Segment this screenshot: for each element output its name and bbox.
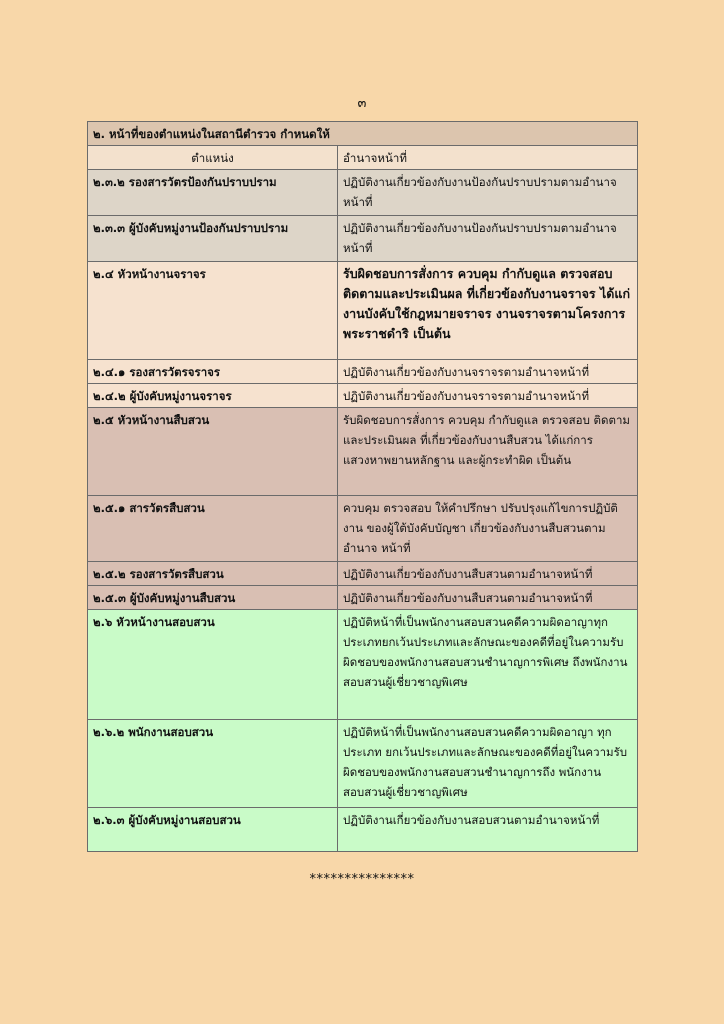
position-cell: ๒.๔.๑ รองสารวัตรจราจร	[88, 360, 338, 384]
table-row	[88, 808, 638, 852]
table-row	[88, 262, 638, 360]
table-row	[88, 586, 638, 610]
position-cell: ๒.๔.๒ ผู้บังคับหมู่งานจราจร	[88, 384, 338, 408]
position-cell: ๒.๓.๒ รองสารวัตรป้องกันปราบปราม	[88, 170, 338, 216]
duty-cell: รับผิดชอบการสั่งการ ควบคุม กำกับดูแล ตรวจสอบ ติดตามและประเมินผล ที่เกี่ยวข้องกับงานจราจร ได้แก่งานบังคับใช้กฎหมายจราจร งานจราจรตามโครงการพระราชดำริ เป็นต้น	[338, 262, 638, 360]
table-row	[88, 562, 638, 586]
duty-cell: รับผิดชอบการสั่งการ ควบคุม กำกับดูแล ตรวจสอบ ติดตามและประเมินผล ที่เกี่ยวข้องกับงานสืบสวน ได้แก่การ แสวงหาพยานหลักฐาน และผู้กระทำผิด เป็นต้น	[338, 408, 638, 496]
table-row	[88, 216, 638, 262]
page-number: ๓	[357, 96, 367, 111]
position-cell: ๒.๔ หัวหน้างานจราจร	[88, 262, 338, 360]
duty-cell: ปฏิบัติงานเกี่ยวข้องกับงานสอบสวนตามอำนาจหน้าที่	[338, 808, 638, 852]
duty-cell: ปฏิบัติงานเกี่ยวข้องกับงานจราจรตามอำนาจหน้าที่	[338, 360, 638, 384]
table-title-row	[88, 122, 638, 146]
end-of-document-marker: ***************	[309, 872, 415, 887]
duty-cell: ปฏิบัติงานเกี่ยวข้องกับงานจราจรตามอำนาจหน้าที่	[338, 384, 638, 408]
position-cell: ๒.๕.๒ รองสารวัตรสืบสวน	[88, 562, 338, 586]
table-row	[88, 170, 638, 216]
duty-cell: ปฏิบัติงานเกี่ยวข้องกับงานป้องกันปราบปรามตามอำนาจหน้าที่	[338, 170, 638, 216]
position-cell: ๒.๕.๓ ผู้บังคับหมู่งานสืบสวน	[88, 586, 338, 610]
table-row	[88, 610, 638, 720]
table-row	[88, 496, 638, 562]
position-cell: ๒.๖.๒ พนักงานสอบสวน	[88, 720, 338, 808]
duty-cell: ควบคุม ตรวจสอบ ให้คำปรึกษา ปรับปรุงแก้ไขการปฏิบัติงาน ของผู้ใต้บังคับบัญชา เกี่ยวข้องกับงานสืบสวนตามอำนาจ หน้าที่	[338, 496, 638, 562]
duty-cell: ปฏิบัติหน้าที่เป็นพนักงานสอบสวนคดีความผิดอาญาทุกประเภทยกเว้นประเภทและลักษณะของคดีที่อยู่ในความรับผิดชอบของพนักงานสอบสวนชำนาญการพิเศษ ถึงพนักงานสอบสวนผู้เชี่ยวชาญพิเศษ	[338, 610, 638, 720]
position-cell: ๒.๖.๓ ผู้บังคับหมู่งานสอบสวน	[88, 808, 338, 852]
duty-table	[87, 121, 638, 852]
table-row	[88, 384, 638, 408]
position-cell: ๒.๕.๑ สารวัตรสืบสวน	[88, 496, 338, 562]
duty-cell: ปฏิบัติหน้าที่เป็นพนักงานสอบสวนคดีความผิดอาญา ทุกประเภท ยกเว้นประเภทและลักษณะของคดีที่อยู่ในความรับผิดชอบของพนักงานสอบสวนชำนาญการถึง พนักงานสอบสวนผู้เชี่ยวชาญพิเศษ	[338, 720, 638, 808]
duty-cell: ปฏิบัติงานเกี่ยวข้องกับงานสืบสวนตามอำนาจหน้าที่	[338, 562, 638, 586]
position-cell: ๒.๕ หัวหน้างานสืบสวน	[88, 408, 338, 496]
duty-cell: ปฏิบัติงานเกี่ยวข้องกับงานสืบสวนตามอำนาจหน้าที่	[338, 586, 638, 610]
table-title: ๒. หน้าที่ของตำแหน่งในสถานีตำรวจ กำหนดให้	[88, 122, 638, 146]
column-header-duty: อำนาจหน้าที่	[338, 146, 638, 170]
table-row	[88, 360, 638, 384]
position-cell: ๒.๓.๓ ผู้บังคับหมู่งานป้องกันปราบปราม	[88, 216, 338, 262]
position-cell: ๒.๖ หัวหน้างานสอบสวน	[88, 610, 338, 720]
column-header-position: ตำแหน่ง	[88, 146, 338, 170]
duty-cell: ปฏิบัติงานเกี่ยวข้องกับงานป้องกันปราบปรามตามอำนาจหน้าที่	[338, 216, 638, 262]
table-row	[88, 720, 638, 808]
table-header-row	[88, 146, 638, 170]
table-row	[88, 408, 638, 496]
